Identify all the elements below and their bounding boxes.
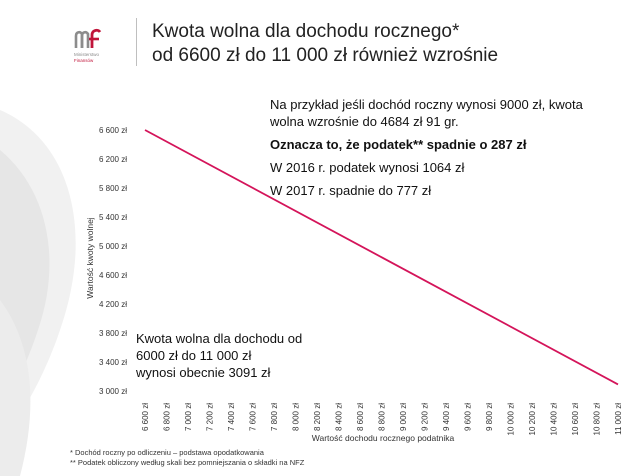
- x-tick-label: 7 400 zł: [227, 403, 236, 432]
- x-tick-label: 7 800 zł: [270, 403, 279, 432]
- x-tick-label: 9 000 zł: [399, 403, 408, 432]
- x-tick-label: 11 000 zł: [614, 403, 623, 435]
- x-tick-label: 8 000 zł: [291, 403, 301, 432]
- footnotes: [70, 448, 304, 468]
- y-tick-label: 4 200 zł: [98, 300, 127, 309]
- current-amount-note-line-1: Kwota wolna dla dochodu od: [136, 331, 303, 346]
- y-tick-label: 5 400 zł: [98, 213, 127, 222]
- x-tick-label: 6 800 zł: [162, 403, 172, 432]
- x-tick-label: 9 600 zł: [463, 403, 473, 432]
- current-amount-note-line-2: 6000 zł do 11 000 zł: [136, 348, 252, 363]
- y-tick-label: 3 800 zł: [98, 329, 127, 338]
- current-amount-note: [136, 330, 302, 381]
- x-tick-label: 6 600 zł: [141, 403, 150, 432]
- logo-line-2: Finansów: [74, 57, 94, 63]
- current-amount-note-line-3: wynosi obecnie 3091 zł: [136, 365, 271, 380]
- y-tick-label: 3 400 zł: [98, 358, 127, 367]
- example-text-line-1: Na przykład jeśli dochód roczny wynosi 9000 zł, kwota: [270, 97, 583, 112]
- x-tick-label: 7 000 zł: [184, 403, 193, 432]
- x-tick-label: 8 600 zł: [356, 403, 365, 432]
- x-tick-label: 10 600 zł: [571, 403, 580, 436]
- x-tick-label: 8 400 zł: [334, 403, 344, 432]
- x-tick-label: 9 400 zł: [442, 403, 451, 432]
- footnote-1: * Dochód roczny po odliczeniu – podstawa opodatkowania: [70, 448, 264, 457]
- slide-title-line-2: od 6600 zł do 11 000 zł również wzrośnie: [152, 45, 499, 66]
- y-axis-tick-labels: [99, 126, 127, 396]
- y-tick-label: 4 600 zł: [98, 271, 127, 280]
- y-tick-label: 6 200 zł: [98, 155, 127, 164]
- y-axis-label: Wartość kwoty wolnej: [85, 217, 95, 299]
- x-axis-label: Wartość dochodu rocznego podatnika: [311, 433, 455, 443]
- x-tick-label: 10 800 zł: [592, 403, 602, 436]
- example-text-line-2: wolna wzrośnie do 4684 zł 91 gr.: [270, 114, 459, 129]
- tax-2016-text: W 2016 r. podatek wynosi 1064 zł: [270, 160, 465, 175]
- y-tick-label: 6 600 zł: [98, 126, 127, 135]
- x-tick-label: 8 200 zł: [313, 403, 322, 432]
- x-tick-label: 9 800 zł: [485, 403, 494, 432]
- x-tick-label: 8 800 zł: [377, 403, 387, 432]
- x-tick-label: 7 200 zł: [205, 403, 215, 432]
- tax-drop-text: Oznacza to, że podatek** spadnie o 287 zł: [270, 137, 527, 152]
- y-tick-label: 5 000 zł: [98, 242, 127, 251]
- x-tick-label: 10 200 zł: [528, 403, 537, 436]
- y-tick-label: 3 000 zł: [98, 387, 127, 396]
- x-tick-label: 7 600 zł: [248, 403, 258, 432]
- slide-title-line-1: Kwota wolna dla dochodu rocznego*: [152, 21, 460, 42]
- tax-2017-text: W 2017 r. spadnie do 777 zł: [270, 183, 432, 198]
- footnote-2: ** Podatek obliczony według skali bez pomniejszania o składki na NFZ: [70, 458, 305, 467]
- x-axis-tick-labels: [141, 403, 623, 436]
- x-tick-label: 9 200 zł: [420, 403, 430, 432]
- x-tick-label: 10 000 zł: [506, 403, 516, 436]
- logo-line-1: Ministerstwo: [74, 52, 100, 57]
- x-tick-label: 10 400 zł: [549, 403, 559, 436]
- y-tick-label: 5 800 zł: [98, 184, 127, 193]
